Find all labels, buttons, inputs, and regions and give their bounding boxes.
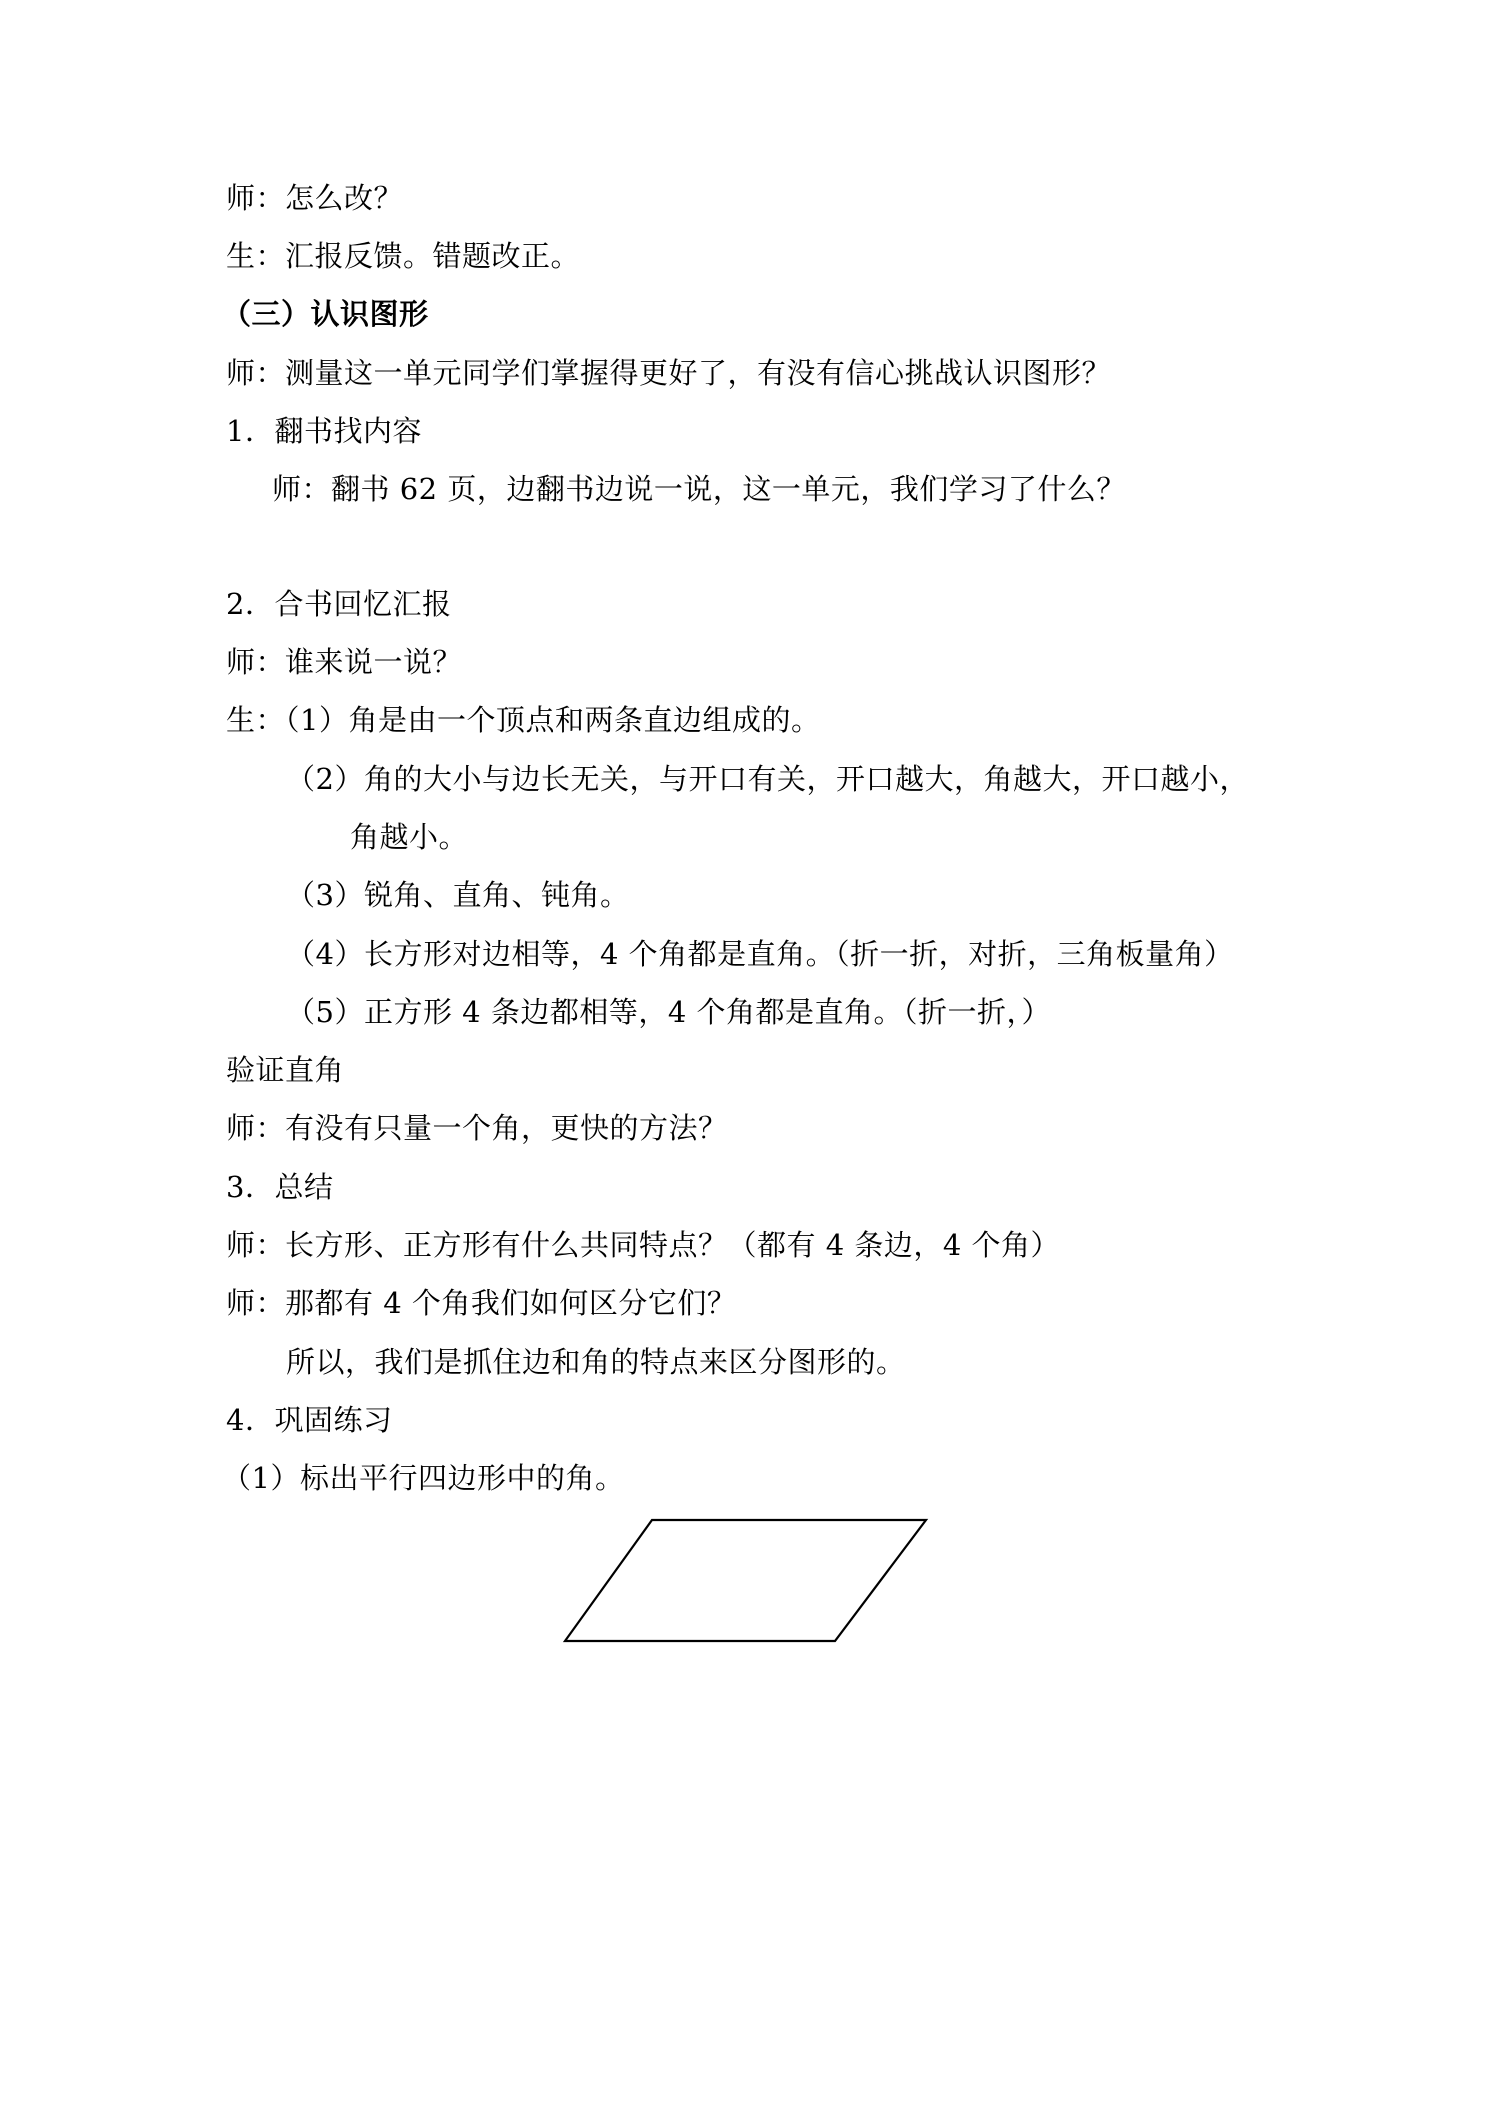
step-3-heading: 3．总结 — [226, 1170, 334, 1204]
section-heading-recognize-shapes: （三）认识图形 — [222, 297, 429, 331]
exercise-1: （1）标出平行四边形中的角。 — [222, 1461, 625, 1495]
dialogue-teacher-distinguish: 师：那都有 4 个角我们如何区分它们？ — [226, 1286, 737, 1320]
verify-right-angle-label: 验证直角 — [226, 1053, 345, 1087]
step-1-heading: 1．翻书找内容 — [226, 414, 422, 448]
student-answer-3: （3）锐角、直角、钝角。 — [286, 878, 630, 912]
student-answer-2-continued: 角越小。 — [350, 820, 469, 854]
dialogue-teacher-who-speaks: 师：谁来说一说？ — [226, 645, 463, 679]
step-2-heading: 2．合书回忆汇报 — [226, 587, 452, 621]
dialogue-student-feedback: 生：汇报反馈。错题改正。 — [226, 239, 581, 273]
summary-sentence: 所以，我们是抓住边和角的特点来区分图形的。 — [286, 1345, 906, 1379]
student-answer-2: （2）角的大小与边长无关，与开口有关，开口越大，角越大，开口越小， — [286, 762, 1249, 796]
student-answer-5: （5）正方形 4 条边都相等，4 个角都是直角。（折一折，） — [286, 995, 1052, 1029]
student-answer-1: 生：（1）角是由一个顶点和两条直边组成的。 — [226, 703, 821, 737]
student-answer-4: （4）长方形对边相等，4 个角都是直角。（折一折，对折，三角板量角） — [286, 937, 1234, 971]
parallelogram-shape — [565, 1520, 926, 1641]
dialogue-teacher-faster-method: 师：有没有只量一个角，更快的方法？ — [226, 1111, 728, 1145]
dialogue-teacher-page-62: 师：翻书 62 页，边翻书边说一说，这一单元，我们学习了什么？ — [272, 472, 1126, 506]
step-4-heading: 4．巩固练习 — [226, 1403, 393, 1437]
dialogue-teacher-challenge: 师：测量这一单元同学们掌握得更好了，有没有信心挑战认识图形？ — [226, 356, 1112, 390]
parallelogram-figure — [560, 1515, 940, 1655]
dialogue-teacher-common-features: 师：长方形、正方形有什么共同特点？（都有 4 条边，4 个角） — [226, 1228, 1061, 1262]
dialogue-teacher-how-to-fix: 师：怎么改？ — [226, 181, 404, 215]
